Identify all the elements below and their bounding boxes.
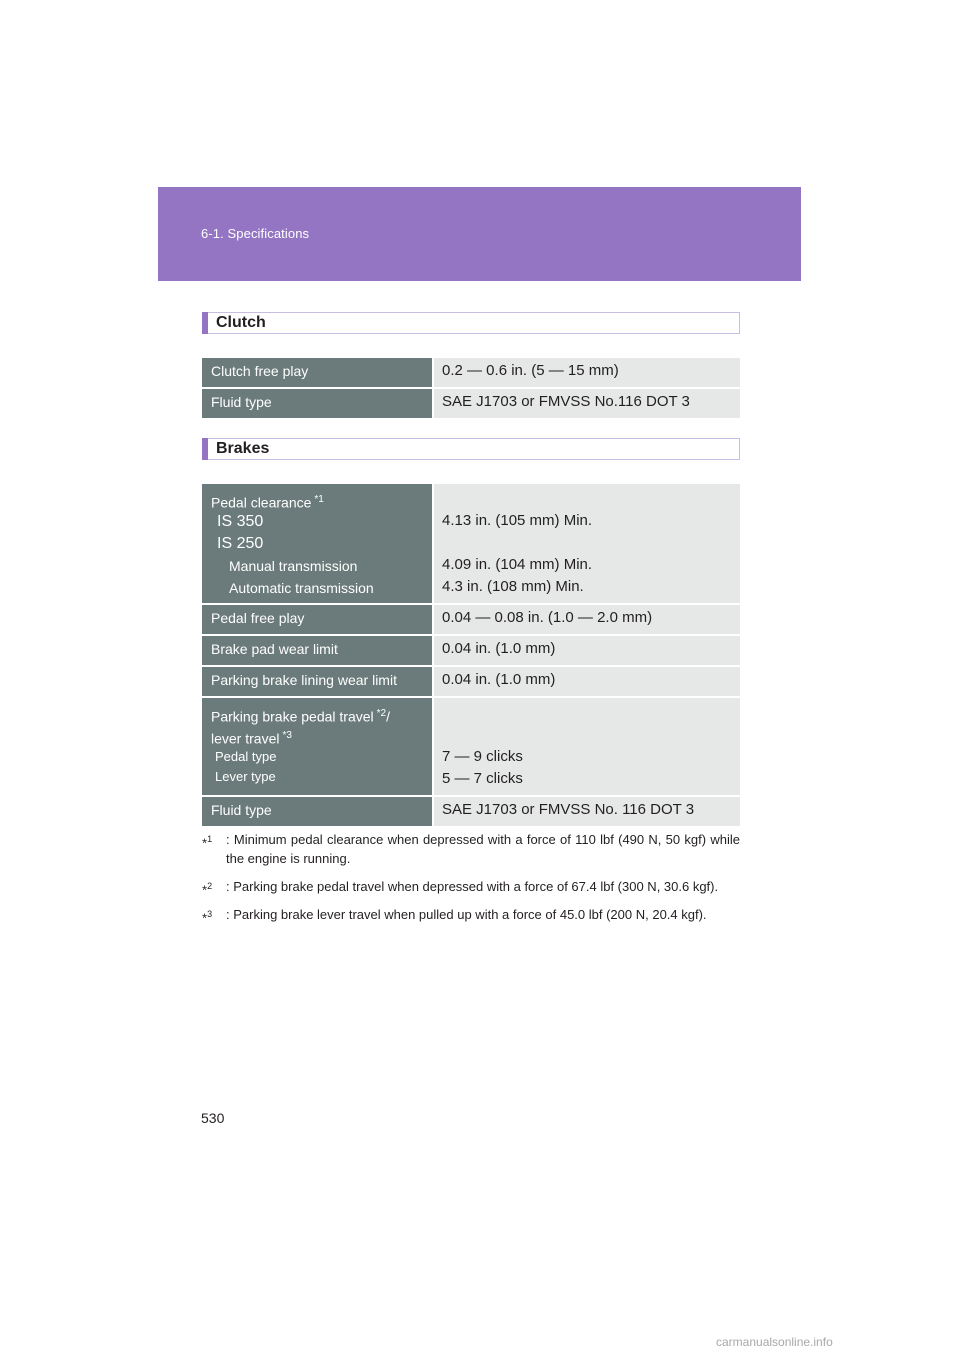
clutch-title: Clutch (216, 314, 266, 331)
heading-accent-bar (202, 312, 208, 334)
table-row (202, 667, 740, 696)
table-row (202, 636, 740, 665)
row-value: 0.2 — 0.6 in. (5 — 15 mm) (434, 358, 740, 387)
footnote: *$^1$ : Minimum pedal clearance when depressed with a force of 110 lbf (490 N, 50 kgf) while the engine is running. (202, 832, 740, 866)
table-row (202, 797, 740, 826)
section-breadcrumb: 6-1. Specifications (201, 226, 310, 241)
row-label: Parking brake lining wear limit (202, 667, 432, 696)
table-row (202, 605, 740, 634)
footnote-ref: *2 (376, 708, 387, 719)
automatic-transmission-label: Automatic transmission (229, 580, 374, 596)
table-row-pedal-clearance (202, 484, 740, 603)
pedal-type-label: Pedal type (215, 749, 277, 764)
footnote: *$^3$ : Parking brake lever travel when pulled up with a force of 45.0 lbf (200 N, 20.4 kgf). (202, 907, 707, 926)
row-label: Pedal free play (202, 605, 432, 634)
row-label: Fluid type (202, 389, 432, 418)
row-label: Brake pad wear limit (202, 636, 432, 665)
row-label: Clutch free play (202, 358, 432, 387)
lever-type-label: Lever type (215, 769, 276, 784)
table-row (202, 358, 740, 387)
footnote: *$^2$ : Parking brake pedal travel when depressed with a force of 67.4 lbf (300 N, 30.6 kgf). (202, 879, 719, 898)
parking-travel-label: Parking brake pedal travel $^{*2}$/ (211, 708, 390, 725)
section-header-band (158, 187, 801, 281)
manual-value: 4.09 in. (104 mm) Min. (442, 556, 593, 573)
row-value (434, 698, 740, 795)
pedal-clearance-label: Pedal clearance $^{*1}$ (211, 494, 324, 511)
manual-transmission-label: Manual transmission (229, 558, 358, 574)
footnotes (202, 830, 740, 933)
heading-accent-bar (202, 438, 208, 460)
row-value: SAE J1703 or FMVSS No. 116 DOT 3 (434, 797, 740, 826)
row-value: 0.04 — 0.08 in. (1.0 — 2.0 mm) (434, 605, 740, 634)
page-number: 530 (201, 1110, 225, 1126)
automatic-value: 4.3 in. (108 mm) Min. (442, 578, 584, 595)
brakes-title: Brakes (216, 440, 270, 457)
footnote-ref: *3 (282, 730, 292, 741)
row-value: SAE J1703 or FMVSS No.116 DOT 3 (434, 389, 740, 418)
is350-value: 4.13 in. (105 mm) Min. (442, 512, 593, 529)
row-label (202, 698, 432, 795)
row-value (434, 484, 740, 603)
row-value: 0.04 in. (1.0 mm) (434, 636, 740, 665)
clutch-heading (202, 312, 740, 334)
footnote-ref: *1 (314, 494, 324, 505)
clutch-spec-table (202, 358, 740, 420)
table-row-parking-travel (202, 698, 740, 795)
brakes-spec-table (202, 484, 740, 828)
table-row (202, 389, 740, 418)
lever-travel-label: lever travel $^{*3}$ (211, 730, 292, 747)
brakes-heading (202, 438, 740, 460)
is250-label: IS 250 (217, 535, 264, 552)
watermark: carmanualsonline.info (716, 1335, 833, 1349)
pedal-type-value: 7 — 9 clicks (442, 748, 523, 765)
row-label (202, 484, 432, 603)
row-label: Fluid type (202, 797, 432, 826)
row-value: 0.04 in. (1.0 mm) (434, 667, 740, 696)
is350-label: IS 350 (217, 513, 264, 530)
lever-type-value: 5 — 7 clicks (442, 770, 523, 787)
